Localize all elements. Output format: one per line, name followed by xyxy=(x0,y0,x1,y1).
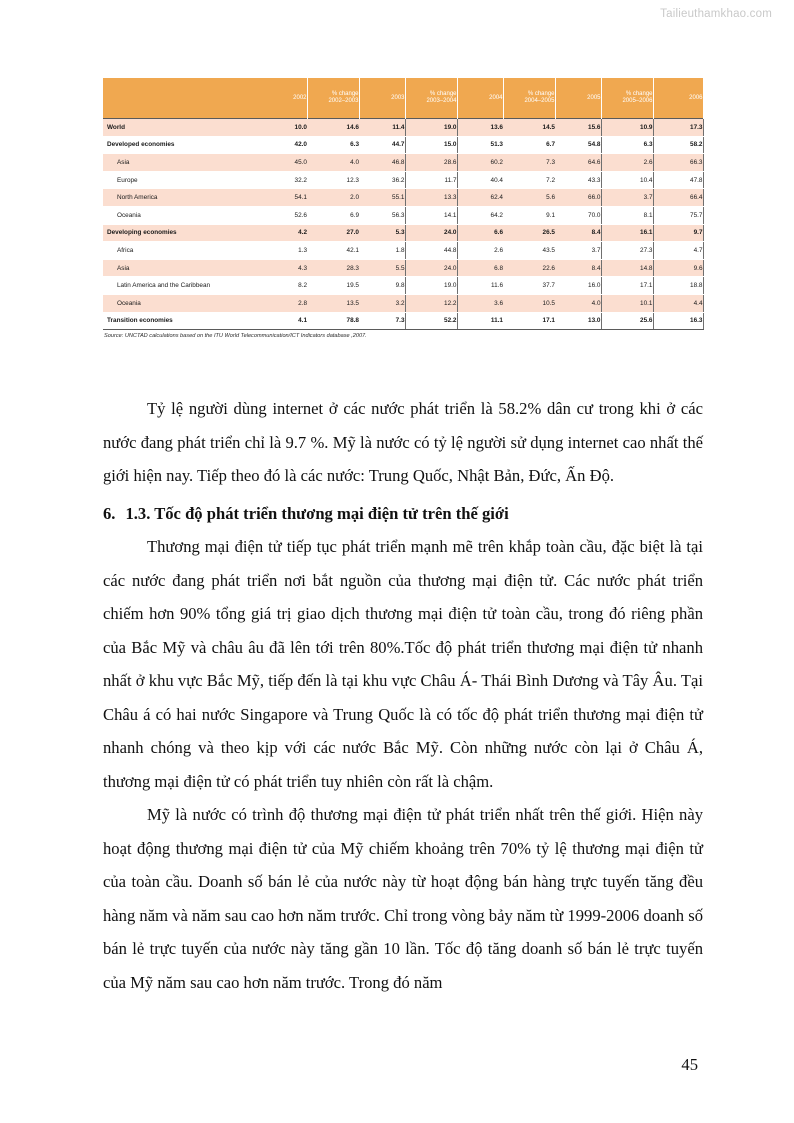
table-cell-value: 36.2 xyxy=(359,171,405,189)
table-cell-value: 2.6 xyxy=(601,154,653,172)
table-cell-value: 11.1 xyxy=(457,312,503,330)
table-cell-value: 14.6 xyxy=(307,119,359,137)
table-cell-value: 51.3 xyxy=(457,136,503,154)
table-cell-value: 78.8 xyxy=(307,312,359,330)
table-cell-value: 60.2 xyxy=(457,154,503,172)
header-cell-2004: 2004 xyxy=(457,78,503,119)
table-cell-value: 10.9 xyxy=(601,119,653,137)
table-cell-value: 27.3 xyxy=(601,242,653,260)
table-cell-value: 4.7 xyxy=(653,242,703,260)
table-row xyxy=(103,119,703,137)
table-cell-value: 43.5 xyxy=(503,242,555,260)
table-cell-value: 19.5 xyxy=(307,277,359,295)
internet-usage-table-container xyxy=(103,78,703,339)
table-cell-value: 4.1 xyxy=(261,312,307,330)
table-cell-value: 3.7 xyxy=(555,242,601,260)
table-cell-value: 19.0 xyxy=(405,119,457,137)
table-cell-value: 4.3 xyxy=(261,259,307,277)
table-cell-value: 43.3 xyxy=(555,171,601,189)
table-cell-value: 6.8 xyxy=(457,259,503,277)
paragraph-us-ecommerce: Mỹ là nước có trình độ thương mại điện tử phát triển nhất trên thế giới. Hiện này hoạt động thương mại điện tử của Mỹ chiếm khoảng trên 70% tỷ lệ thương mại điện tử của toàn cầu. Doanh số bán lẻ của nước này từ hoạt động bán hàng trực tuyến tăng đều hàng năm và năm sau cao hơn năm trước. Chỉ trong vòng bảy năm từ 1999-2006 doanh số bán lẻ trực tuyến của nước này tăng gần 10 lần. Tốc độ tăng doanh số bán lẻ trực tuyến của Mỹ năm sau cao hơn năm trước. Trong đó năm xyxy=(103,805,703,992)
table-cell-value: 5.5 xyxy=(359,259,405,277)
table-row xyxy=(103,312,703,330)
table-cell-value: 52.2 xyxy=(405,312,457,330)
table-cell-value: 2.6 xyxy=(457,242,503,260)
table-cell-value: 62.4 xyxy=(457,189,503,207)
table-cell-value: 8.4 xyxy=(555,224,601,242)
table-cell-value: 14.8 xyxy=(601,259,653,277)
table-cell-value: 40.4 xyxy=(457,171,503,189)
table-cell-value: 5.3 xyxy=(359,224,405,242)
page-number: 45 xyxy=(681,1055,698,1074)
table-row xyxy=(103,242,703,260)
table-cell-value: 8.4 xyxy=(555,259,601,277)
table-cell-region-name: Latin America and the Caribbean xyxy=(103,277,261,295)
table-cell-value: 54.8 xyxy=(555,136,601,154)
header-cell-change-2003-2004: % change 2003–2004 xyxy=(405,78,457,119)
header-cell-2003: 2003 xyxy=(359,78,405,119)
table-cell-value: 16.0 xyxy=(555,277,601,295)
header-cell-2002: 2002 xyxy=(261,78,307,119)
table-cell-value: 17.1 xyxy=(503,312,555,330)
table-cell-value: 2.8 xyxy=(261,294,307,312)
table-cell-region-name: Oceania xyxy=(103,206,261,224)
table-cell-value: 6.9 xyxy=(307,206,359,224)
table-cell-value: 4.0 xyxy=(555,294,601,312)
watermark: Tailieuthamkhao.com xyxy=(660,8,772,20)
table-row xyxy=(103,136,703,154)
table-cell-value: 16.1 xyxy=(601,224,653,242)
table-header-row xyxy=(103,78,703,119)
header-cell-change-2004-2005: % change 2004–2005 xyxy=(503,78,555,119)
table-row xyxy=(103,171,703,189)
table-cell-value: 64.2 xyxy=(457,206,503,224)
table-cell-value: 10.5 xyxy=(503,294,555,312)
table-cell-value: 16.3 xyxy=(653,312,703,330)
table-cell-value: 4.0 xyxy=(307,154,359,172)
table-cell-value: 25.6 xyxy=(601,312,653,330)
table-cell-region-name: Europe xyxy=(103,171,261,189)
table-cell-region-name: Transition economies xyxy=(103,312,261,330)
table-cell-value: 13.0 xyxy=(555,312,601,330)
table-cell-value: 1.3 xyxy=(261,242,307,260)
table-cell-value: 44.7 xyxy=(359,136,405,154)
table-cell-value: 55.1 xyxy=(359,189,405,207)
table-row xyxy=(103,294,703,312)
table-cell-value: 66.0 xyxy=(555,189,601,207)
table-row xyxy=(103,206,703,224)
table-cell-value: 6.3 xyxy=(307,136,359,154)
table-cell-value: 4.4 xyxy=(653,294,703,312)
table-cell-value: 70.0 xyxy=(555,206,601,224)
table-cell-value: 9.7 xyxy=(653,224,703,242)
table-row xyxy=(103,224,703,242)
table-row xyxy=(103,259,703,277)
table-cell-value: 46.8 xyxy=(359,154,405,172)
internet-usage-table xyxy=(103,78,704,330)
table-cell-value: 10.1 xyxy=(601,294,653,312)
table-cell-value: 3.2 xyxy=(359,294,405,312)
table-cell-value: 8.1 xyxy=(601,206,653,224)
table-header xyxy=(103,78,703,119)
table-cell-value: 12.2 xyxy=(405,294,457,312)
table-row xyxy=(103,277,703,295)
heading-title: 1.3. Tốc độ phát triển thương mại điện tử trên thế giới xyxy=(125,503,509,523)
table-cell-value: 6.3 xyxy=(601,136,653,154)
table-cell-value: 11.7 xyxy=(405,171,457,189)
table-cell-value: 10.4 xyxy=(601,171,653,189)
body-text xyxy=(103,392,703,999)
table-cell-value: 75.7 xyxy=(653,206,703,224)
table-cell-value: 2.0 xyxy=(307,189,359,207)
table-cell-value: 8.2 xyxy=(261,277,307,295)
table-cell-value: 13.6 xyxy=(457,119,503,137)
header-cell-region xyxy=(103,78,261,119)
header-cell-change-2005-2006: % change 2005–2006 xyxy=(601,78,653,119)
table-cell-region-name: World xyxy=(103,119,261,137)
table-cell-value: 44.8 xyxy=(405,242,457,260)
paragraph-ecommerce-growth: Thương mại điện tử tiếp tục phát triển mạnh mẽ trên khắp toàn cầu, đặc biệt là tại các nước đang phát triển nơi bắt nguồn của thương mại điện tử. Các nước phát triển chiếm hơn 90% tổng giá trị giao dịch thương mại điện tử toàn cầu, trong đó riêng phần của Bắc Mỹ và châu âu đã lên tới trên 80%.Tốc độ phát triển thương mại điện tử nhanh nhất ở khu vực Bắc Mỹ, tiếp đến là tại khu vực Châu Á- Thái Bình Dương và Tây Âu. Tại Châu á có hai nước Singapore và Trung Quốc là có tốc độ phát triển thương mại điện tử nhanh chóng và theo kịp với các nước Bắc Mỹ. Còn những nước còn lại ở Châu Á, thương mại điện tử có phát triển tuy nhiên còn rất là chậm. xyxy=(103,537,703,791)
table-row xyxy=(103,189,703,207)
table-cell-value: 3.6 xyxy=(457,294,503,312)
table-cell-region-name: Developing economies xyxy=(103,224,261,242)
table-cell-value: 14.5 xyxy=(503,119,555,137)
table-cell-value: 14.1 xyxy=(405,206,457,224)
table-cell-value: 13.5 xyxy=(307,294,359,312)
table-cell-value: 15.0 xyxy=(405,136,457,154)
header-cell-2006: 2006 xyxy=(653,78,703,119)
table-source-note: Source: UNCTAD calculations based on the ITU World Telecommunication/ICT Indicators database ,2007. xyxy=(104,332,367,339)
table-cell-value: 27.0 xyxy=(307,224,359,242)
table-cell-value: 32.2 xyxy=(261,171,307,189)
table-cell-value: 7.3 xyxy=(359,312,405,330)
table-cell-value: 18.8 xyxy=(653,277,703,295)
table-cell-value: 4.2 xyxy=(261,224,307,242)
table-cell-value: 3.7 xyxy=(601,189,653,207)
table-cell-value: 58.2 xyxy=(653,136,703,154)
table-row xyxy=(103,154,703,172)
table-cell-value: 7.2 xyxy=(503,171,555,189)
table-cell-region-name: Developed economies xyxy=(103,136,261,154)
table-cell-value: 24.0 xyxy=(405,259,457,277)
table-cell-region-name: Asia xyxy=(103,154,261,172)
table-body xyxy=(103,119,703,330)
table-cell-value: 42.1 xyxy=(307,242,359,260)
table-cell-value: 19.0 xyxy=(405,277,457,295)
table-cell-value: 54.1 xyxy=(261,189,307,207)
table-cell-value: 11.4 xyxy=(359,119,405,137)
header-cell-change-2002-2003: % change 2002–2003 xyxy=(307,78,359,119)
table-cell-value: 7.3 xyxy=(503,154,555,172)
table-cell-region-name: North America xyxy=(103,189,261,207)
table-cell-value: 12.3 xyxy=(307,171,359,189)
table-cell-value: 17.3 xyxy=(653,119,703,137)
table-cell-value: 6.7 xyxy=(503,136,555,154)
table-cell-value: 52.6 xyxy=(261,206,307,224)
table-cell-value: 66.4 xyxy=(653,189,703,207)
table-cell-value: 13.3 xyxy=(405,189,457,207)
table-cell-value: 5.6 xyxy=(503,189,555,207)
table-cell-value: 28.6 xyxy=(405,154,457,172)
table-cell-value: 17.1 xyxy=(601,277,653,295)
table-cell-value: 56.3 xyxy=(359,206,405,224)
header-cell-2005: 2005 xyxy=(555,78,601,119)
table-cell-value: 22.6 xyxy=(503,259,555,277)
section-heading xyxy=(103,497,703,531)
table-cell-value: 6.6 xyxy=(457,224,503,242)
table-cell-region-name: Asia xyxy=(103,259,261,277)
table-cell-value: 64.6 xyxy=(555,154,601,172)
table-cell-value: 24.0 xyxy=(405,224,457,242)
table-cell-value: 37.7 xyxy=(503,277,555,295)
table-cell-value: 42.0 xyxy=(261,136,307,154)
table-cell-value: 28.3 xyxy=(307,259,359,277)
table-cell-value: 45.0 xyxy=(261,154,307,172)
table-cell-value: 15.6 xyxy=(555,119,601,137)
table-cell-region-name: Oceania xyxy=(103,294,261,312)
table-cell-value: 9.8 xyxy=(359,277,405,295)
table-cell-value: 66.3 xyxy=(653,154,703,172)
table-cell-value: 47.8 xyxy=(653,171,703,189)
table-cell-value: 9.1 xyxy=(503,206,555,224)
table-cell-value: 11.6 xyxy=(457,277,503,295)
table-cell-region-name: Africa xyxy=(103,242,261,260)
table-cell-value: 9.6 xyxy=(653,259,703,277)
paragraph-internet-usage: Tỷ lệ người dùng internet ở các nước phát triển là 58.2% dân cư trong khi ở các nước đang phát triển chỉ là 9.7 %. Mỹ là nước có tỷ lệ người sử dụng internet cao nhất thế giới hiện nay. Tiếp theo đó là các nước: Trung Quốc, Nhật Bản, Đức, Ấn Độ. xyxy=(103,399,703,485)
heading-number: 6. xyxy=(103,503,116,523)
table-cell-value: 10.0 xyxy=(261,119,307,137)
table-cell-value: 1.8 xyxy=(359,242,405,260)
table-cell-value: 26.5 xyxy=(503,224,555,242)
